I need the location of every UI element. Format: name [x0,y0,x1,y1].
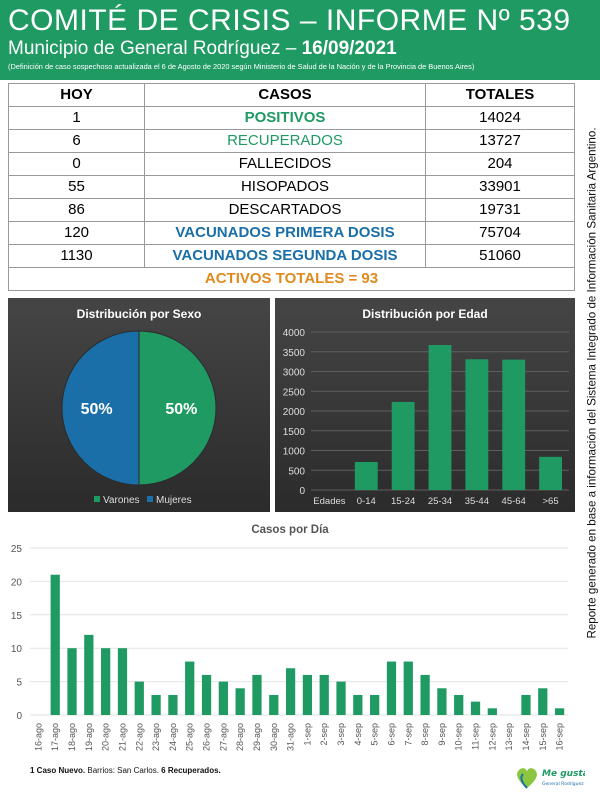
table-row [9,222,575,245]
age-bar-25-34 [429,345,452,490]
municipality-label: Municipio de General Rodríguez – [8,38,302,59]
day-bar-2-sep [320,675,329,715]
day-bar-19-ago [84,635,93,715]
day-bar-15-sep [538,688,547,715]
day-bar-3-sep [336,682,345,715]
side-note [584,88,600,680]
legend-swatch [94,496,100,502]
col-header-totales: TOTALES [426,84,575,107]
day-bar-25-ago [185,662,194,715]
x-tick-label: 11-sep [470,723,481,750]
y-tick-label: 20 [10,577,22,589]
age-bar-0-14 [355,462,378,490]
x-tick-label: 16-sep [554,723,565,751]
x-tick-label: 18-ago [67,723,78,752]
pie-title: Distribución por Sexo [76,307,202,321]
y-tick-label: 2000 [282,407,305,418]
x-tick-label: Edades [313,496,346,507]
day-bar-10-sep [454,695,463,715]
total-value: 14024 [426,107,575,130]
day-bar-30-ago [269,695,278,715]
table-row [9,107,575,130]
day-bar-1-sep [303,675,312,715]
x-tick-label: 22-ago [134,723,145,752]
day-bar-9-sep [437,688,446,715]
case-label: HISOPADOS [145,176,426,199]
day-bar-28-ago [236,688,245,715]
day-bar-6-sep [387,662,396,715]
x-tick-label: 8-sep [420,723,431,746]
day-bar-8-sep [420,675,429,715]
case-label: FALLECIDOS [145,153,426,176]
x-tick-label: 2-sep [319,723,330,746]
x-tick-label: 23-ago [151,723,162,752]
total-value: 75704 [426,222,575,245]
table-row [9,199,575,222]
col-header-casos: CASOS [145,84,426,107]
sex-chart-panel [8,298,270,512]
definition-note: (Definición de caso sospechoso actualizada el 6 de Agosto de 2020 según Ministerio de Salud de la Nación y de la Provincia de Buenos Aires) [8,62,475,71]
total-value: 13727 [426,130,575,153]
age-bar-chart [275,298,575,512]
y-tick-label: 2500 [282,387,305,399]
x-tick-label: 29-ago [251,723,262,752]
hoy-value: 6 [9,130,145,153]
municipality-logo [515,762,585,792]
case-label: VACUNADOS SEGUNDA DOSIS [145,245,426,268]
hoy-value: 120 [9,222,145,245]
x-tick-label: 25-34 [427,496,453,507]
day-bar-26-ago [202,675,211,715]
footer-note [30,766,221,775]
day-bar-18-ago [67,648,76,715]
x-tick-label: 35-44 [464,496,490,507]
x-tick-label: 6-sep [386,723,397,746]
case-label: RECUPERADOS [145,130,426,153]
table-row [9,245,575,268]
daily-chart-title: Casos por Día [251,524,329,536]
hoy-value: 55 [9,176,145,199]
total-value: 33901 [426,176,575,199]
x-tick-label: 0-14 [356,496,376,507]
x-tick-label: 1-sep [302,723,313,746]
x-tick-label: 9-sep [436,723,447,746]
x-tick-label: 17-ago [50,723,61,752]
hoy-value: 86 [9,199,145,222]
x-tick-label: 10-sep [453,723,464,751]
x-tick-label: 20-ago [100,723,111,752]
x-tick-label: 45-64 [501,496,526,507]
pie-slice-label: 50% [80,401,113,418]
report-date: 16/09/2021 [301,38,397,59]
day-bar-14-sep [521,695,530,715]
y-tick-label: 1000 [282,446,305,458]
stats-header-row [9,84,575,107]
x-tick-label: >65 [542,496,559,507]
y-tick-label: 0 [299,486,305,497]
y-tick-label: 3000 [282,367,305,379]
x-tick-label: 5-sep [369,723,380,746]
case-label: DESCARTADOS [145,199,426,222]
x-tick-label: 15-sep [537,723,548,751]
y-tick-label: 5 [16,677,22,689]
x-tick-label: 30-ago [268,723,279,752]
day-bar-20-ago [101,648,110,715]
age-bar-15-24 [392,402,415,490]
legend-label: Varones [103,495,140,506]
logo-subtext: General Rodríguez [542,782,584,787]
x-tick-label: 21-ago [117,723,128,752]
pie-slice-label: 50% [165,401,198,418]
x-tick-label: 16-ago [33,723,44,752]
case-label: POSITIVOS [145,107,426,130]
y-tick-label: 500 [288,466,305,478]
legend-swatch [147,496,153,502]
day-bar-29-ago [252,675,261,715]
x-tick-label: 13-sep [504,723,515,751]
x-tick-label: 4-sep [352,723,363,746]
stats-table [8,83,575,291]
x-tick-label: 14-sep [520,723,531,751]
y-tick-label: 3500 [282,347,305,359]
legend-label: Mujeres [156,495,192,506]
hoy-value: 1 [9,107,145,130]
x-tick-label: 27-ago [218,723,229,752]
table-row [9,153,575,176]
new-cases-note: 1 Caso Nuevo. [30,766,86,775]
y-tick-label: 1500 [282,426,305,438]
hoy-value: 0 [9,153,145,176]
table-row [9,176,575,199]
activos-totales: ACTIVOS TOTALES = 93 [9,268,575,291]
case-label: VACUNADOS PRIMERA DOSIS [145,222,426,245]
day-bar-7-sep [404,662,413,715]
day-bar-27-ago [219,682,228,715]
col-header-hoy: HOY [9,84,145,107]
recovered-note: 6 Recuperados. [161,766,221,775]
y-tick-label: 0 [16,711,22,722]
day-bar-23-ago [151,695,160,715]
report-subtitle [8,38,397,60]
x-tick-label: 31-ago [285,723,296,752]
day-bar-22-ago [135,682,144,715]
report-header [0,0,600,80]
age-chart-title: Distribución por Edad [362,307,488,321]
logo-text: Me gusta [542,769,585,779]
day-bar-21-ago [118,648,127,715]
day-bar-17-ago [51,575,60,715]
day-bar-4-sep [353,695,362,715]
x-tick-label: 26-ago [201,723,212,752]
x-tick-label: 19-ago [83,723,94,752]
daily-cases-chart [0,518,575,756]
sex-pie-chart [8,298,270,512]
x-tick-label: 28-ago [235,723,246,752]
age-bar->65 [539,457,562,490]
age-chart-panel [275,298,575,512]
day-bar-31-ago [286,668,295,715]
total-value: 204 [426,153,575,176]
activos-row [9,268,575,291]
x-tick-label: 7-sep [403,723,414,746]
x-tick-label: 15-24 [390,496,416,507]
total-value: 19731 [426,199,575,222]
table-row [9,130,575,153]
y-tick-label: 4000 [282,328,305,339]
total-value: 51060 [426,245,575,268]
source-note: Reporte generado en base a información del Sistema Integrado de Información Sanitaria Argentino. [585,127,599,639]
barrios-note: Barrios: San Carlos. [85,766,162,775]
day-bar-11-sep [471,702,480,715]
x-tick-label: 12-sep [487,723,498,751]
day-bar-16-sep [555,708,564,715]
day-bar-5-sep [370,695,379,715]
day-bar-12-sep [488,708,497,715]
x-tick-label: 24-ago [167,723,178,752]
y-tick-label: 25 [10,544,22,555]
y-tick-label: 10 [10,644,22,656]
hoy-value: 1130 [9,245,145,268]
x-tick-label: 25-ago [184,723,195,752]
heart-icon [515,762,585,792]
age-bar-45-64 [502,360,525,490]
age-bar-35-44 [465,359,488,490]
report-title: COMITÉ DE CRISIS – INFORME Nº 539 [8,4,571,37]
day-bar-24-ago [168,695,177,715]
x-tick-label: 3-sep [336,723,347,746]
y-tick-label: 15 [10,610,22,622]
